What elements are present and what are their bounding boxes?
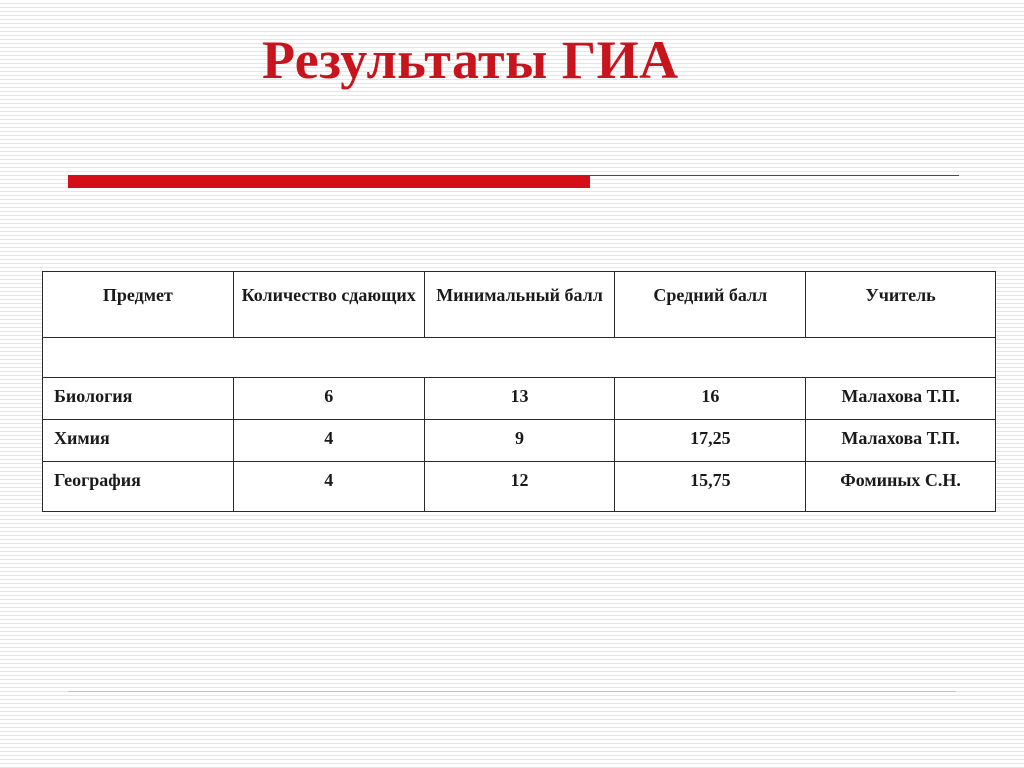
header-avg-score: Средний балл	[615, 272, 806, 338]
spacer-cell	[43, 338, 996, 378]
cell-count: 4	[233, 420, 424, 462]
cell-subject: География	[43, 462, 234, 512]
header-teacher: Учитель	[806, 272, 996, 338]
table-row	[43, 378, 996, 420]
accent-bar-thin	[590, 175, 959, 176]
cell-subject: Биология	[43, 378, 234, 420]
cell-avg-score: 15,75	[615, 462, 806, 512]
accent-bar-thick	[68, 175, 590, 188]
cell-teacher: Малахова Т.П.	[806, 378, 996, 420]
cell-min-score: 12	[424, 462, 615, 512]
cell-min-score: 13	[424, 378, 615, 420]
cell-count: 6	[233, 378, 424, 420]
cell-min-score: 9	[424, 420, 615, 462]
results-table	[42, 271, 996, 512]
table-spacer-row	[43, 338, 996, 378]
footer-divider	[68, 691, 956, 692]
cell-subject: Химия	[43, 420, 234, 462]
header-min-score: Минимальный балл	[424, 272, 615, 338]
cell-teacher: Фоминых С.Н.	[806, 462, 996, 512]
cell-count: 4	[233, 462, 424, 512]
header-count: Количество сдающих	[233, 272, 424, 338]
cell-avg-score: 16	[615, 378, 806, 420]
table-header-row	[43, 272, 996, 338]
header-subject: Предмет	[43, 272, 234, 338]
cell-teacher: Малахова Т.П.	[806, 420, 996, 462]
slide-title: Результаты ГИА	[262, 30, 679, 90]
table-row	[43, 462, 996, 512]
table-row	[43, 420, 996, 462]
cell-avg-score: 17,25	[615, 420, 806, 462]
